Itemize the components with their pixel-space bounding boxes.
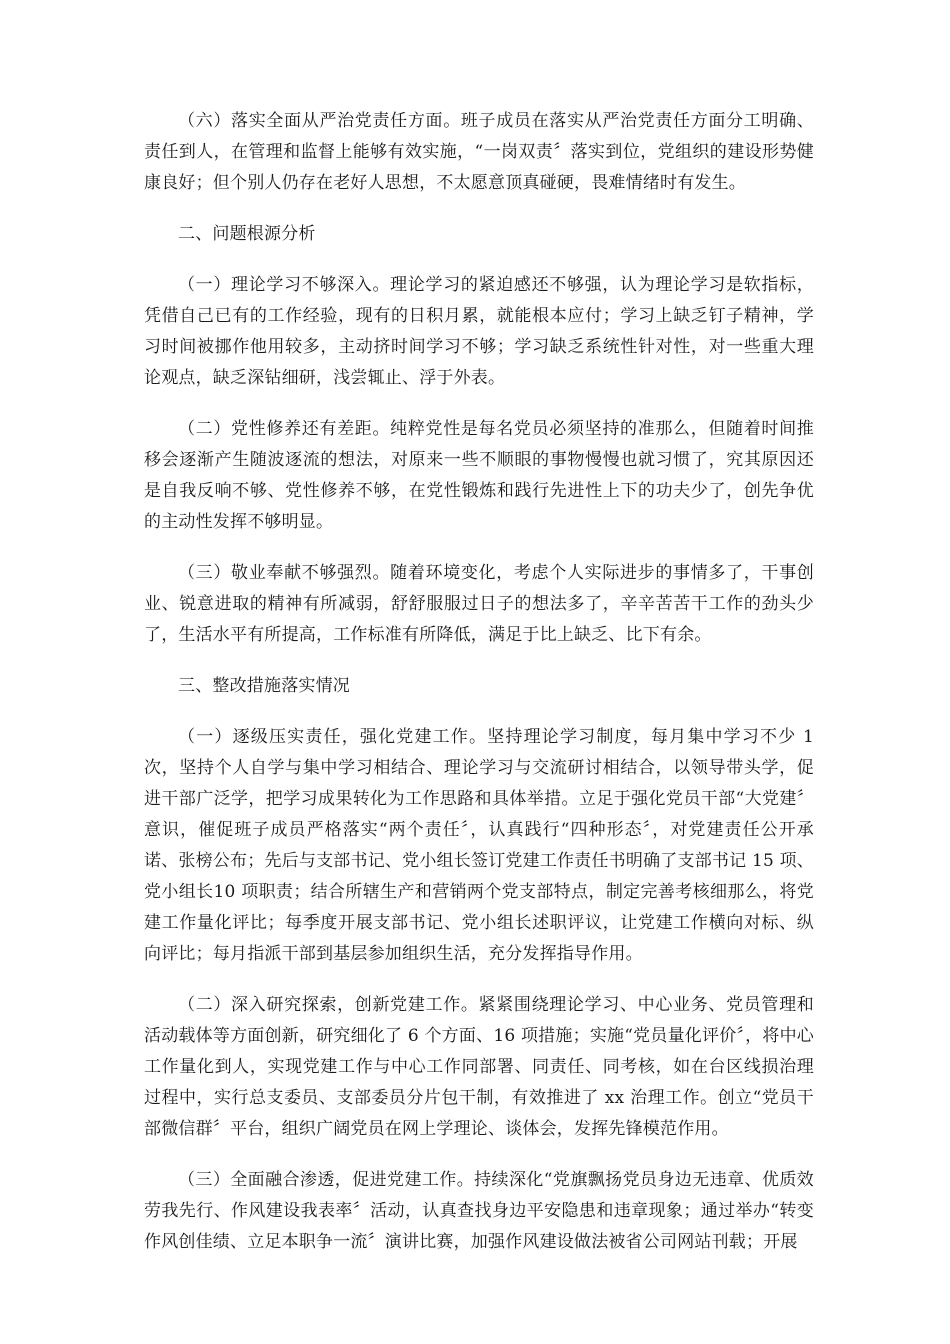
paragraph-innovation: （二）深入研究探索，创新党建工作。紧紧围绕理论学习、中心业务、党员管理和活动载体等方面创新，研究细化了 6 个方面、16 项措施；实施“党员量化评价〞，将中心工作量化到人，实现党建工作与中心工作同部署、同责任、同考核，如在台区线损治理过程中，实行总支委员、支部委员分片包干制，有效推进了 xx 治理工作。创立“党员干部微信群〞平台，组织广阔党员在网上学理论、谈体会，发挥先锋模范作用。 xyxy=(144,995,814,1139)
document-body xyxy=(144,106,814,1278)
paragraph-party-cultivation: （二）党性修养还有差距。纯粹党性是每名党员必须坚持的准那么，但随着时间推移会逐渐产生随波逐流的想法，对原来一些不顺眼的事物慢慢也就习惯了，究其原因还是自我反响不够、党性修养不够，在党性锻炼和践行先进性上下的功夫少了，创先争优的主动性发挥不够明显。 xyxy=(144,419,814,532)
paragraph-theory-study: （一）理论学习不够深入。理论学习的紧迫感还不够强，认为理论学习是软指标，凭借自己已有的工作经验，现有的日积月累，就能根本应付；学习上缺乏钉子精神，学习时间被挪作他用较多，主动挤时间学习不够；学习缺乏系统性针对性，对一些重大理论观点，缺乏深钻细研，浅尝辄止、浮于外表。 xyxy=(144,275,814,388)
paragraph-integration: （三）全面融合渗透，促进党建工作。持续深化“党旗飘扬党员身边无违章、优质效劳我先行、作风建设我表率〞活动，认真查找身边平安隐患和违章现象；通过举办“转变作风创佳绩、立足本职争一流〞演讲比赛，加强作风建设做法被省公司网站刊载；开展 xyxy=(144,1170,814,1252)
section-heading-rectification: 三、整改措施落实情况 xyxy=(178,676,350,696)
paragraph-party-responsibility: （六）落实全面从严治党责任方面。班子成员在落实从严治党责任方面分工明确、责任到人，在管理和监督上能够有效实施，“一岗双责〞落实到位，党组织的建设形势健康良好；但个别人仍存在老好人思想，不太愿意顶真碰硬，畏难情绪时有发生。 xyxy=(144,111,814,193)
paragraph-responsibility-layers: （一）逐级压实责任，强化党建工作。坚持理论学习制度，每月集中学习不少 1 次，坚持个人自学与集中学习相结合、理论学习与交流研讨相结合，以领导带头学，促进干部广泛学，把学习成果转化为工作思路和具体举措。立足于强化党员干部“大党建〞意识，催促班子成员严格落实“两个责任〞，认真践行“四种形态〞，对党建责任公开承诺、张榜公布；先后与支部书记、党小组长签订党建工作责任书明确了支部书记 15 项、党小组长10 项职责；结合所辖生产和营销两个党支部特点，制定完善考核细那么，将党建工作量化评比；每季度开展支部书记、党小组长述职评议，让党建工作横向对标、纵向评比；每月指派干部到基层参加组织生活，充分发挥指导作用。 xyxy=(144,727,814,964)
section-heading-root-cause: 二、问题根源分析 xyxy=(178,224,316,244)
paragraph-dedication: （三）敬业奉献不够强烈。随着环境变化，考虑个人实际进步的事情多了，干事创业、锐意进取的精神有所减弱，舒舒服服过日子的想法多了，辛辛苦苦干工作的劲头少了，生活水平有所提高，工作标准有所降低，满足于比上缺乏、比下有余。 xyxy=(144,563,814,645)
